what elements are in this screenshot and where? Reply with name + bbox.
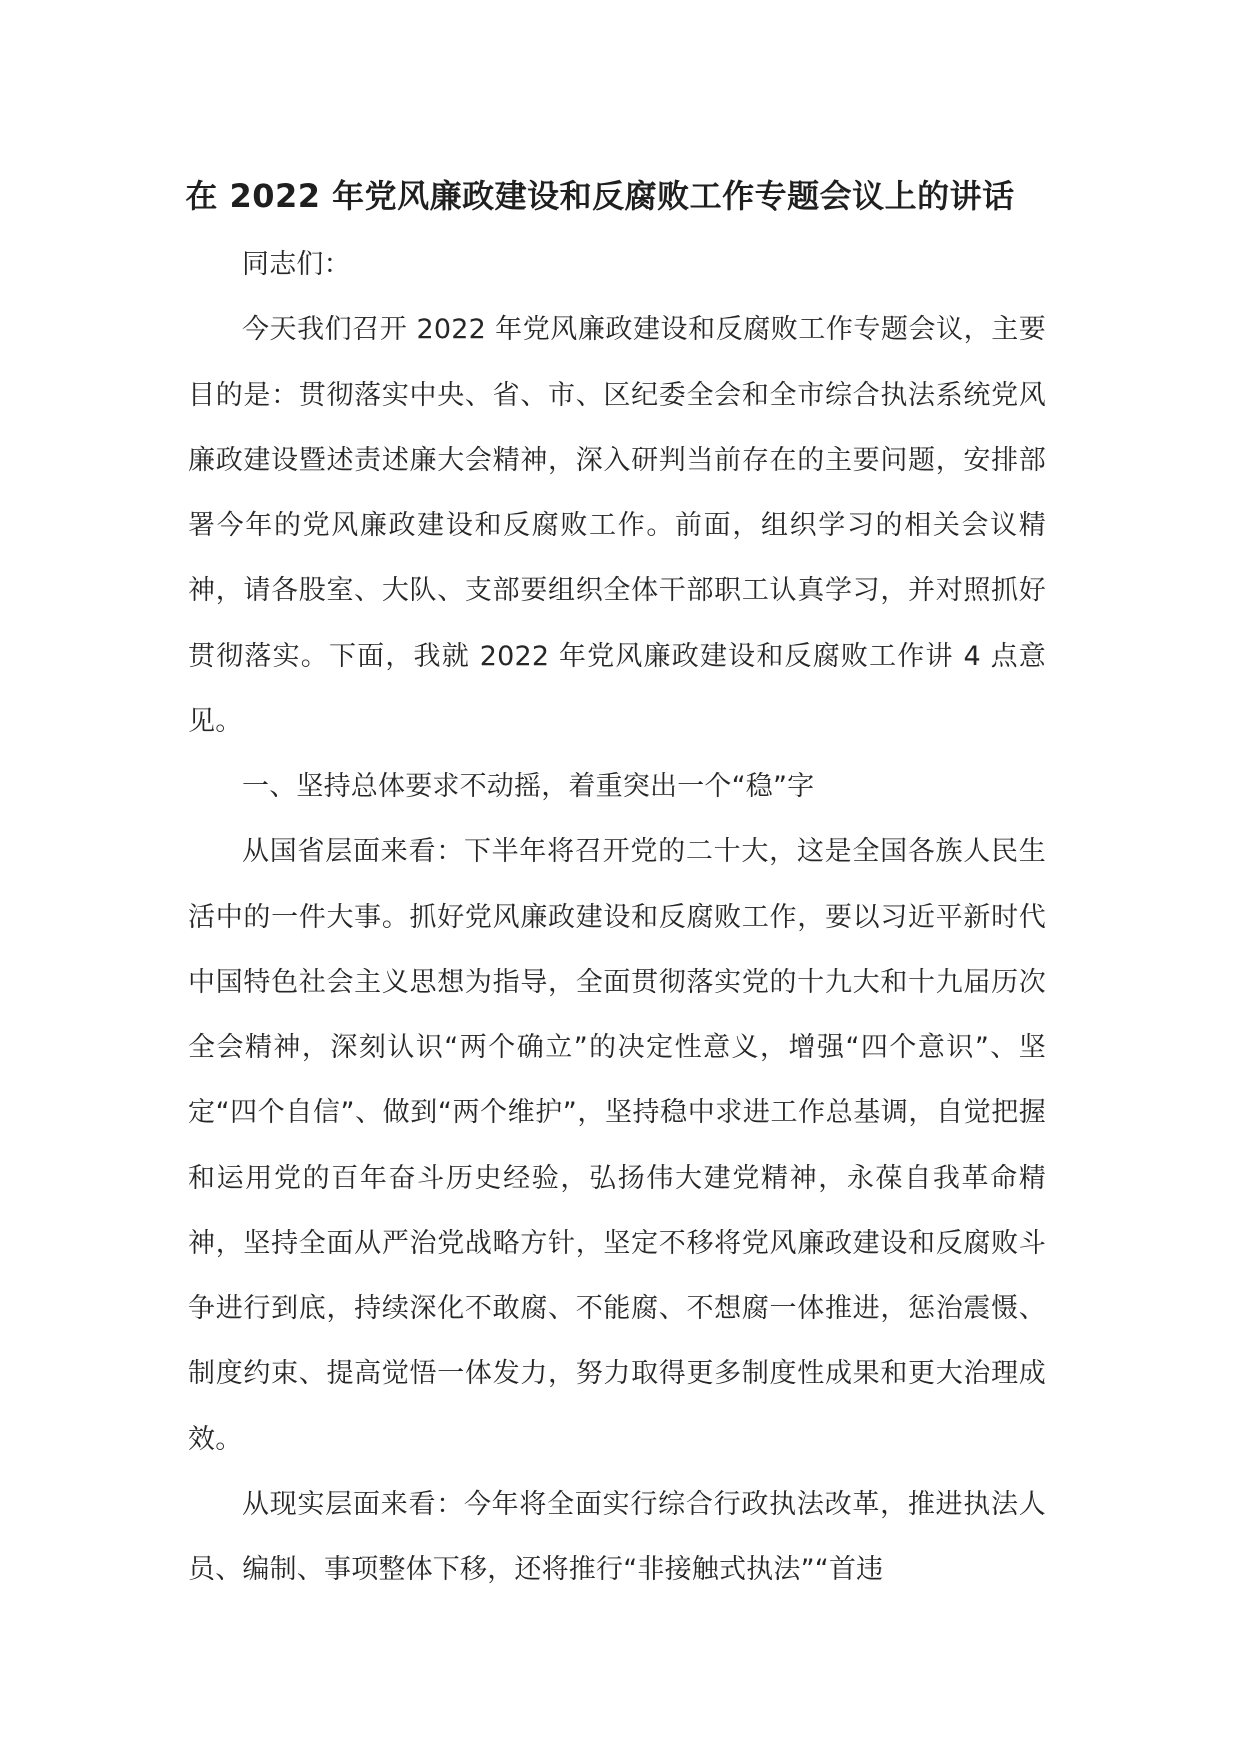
section-heading-1: 一、坚持总体要求不动摇，着重突出一个“稳”字 (242, 771, 815, 802)
body-paragraph: 从现实层面来看：今年将全面实行综合行政执法改革，推进执法人员、编制、事项整体下移，还将推行“非接触式执法”“首违 (188, 1488, 1046, 1585)
document-body (188, 232, 1046, 1602)
intro-paragraph: 今天我们召开 2022 年党风廉政建设和反腐败工作专题会议，主要目的是：贯彻落实中央、省、市、区纪委全会和全市综合执法系统党风廉政建设暨述责述廉大会精神，深入研判当前存在的主要问题，安排部署今年的党风廉政建设和反腐败工作。前面，组织学习的相关会议精神，请各股室、大队、支部要组织全体干部职工认真学习，并对照抓好贯彻落实。下面，我就 2022 年党风廉政建设和反腐败工作讲 4 点意见。 (188, 314, 1046, 737)
salutation-paragraph: 同志们： (242, 249, 351, 280)
body-paragraph: 从国省层面来看：下半年将召开党的二十大，这是全国各族人民生活中的一件大事。抓好党风廉政建设和反腐败工作，要以习近平新时代中国特色社会主义思想为指导，全面贯彻落实党的十九大和十九届历次全会精神，深刻认识“两个确立”的决定性意义，增强“四个意识”、坚定“四个自信”、做到“两个维护”，坚持稳中求进工作总基调，自觉把握和运用党的百年奋斗历史经验，弘扬伟大建党精神，永葆自我革命精神，坚持全面从严治党战略方针，坚定不移将党风廉政建设和反腐败斗争进行到底，持续深化不敢腐、不能腐、不想腐一体推进，惩治震慑、制度约束、提高觉悟一体发力，努力取得更多制度性成果和更大治理成效。 (188, 836, 1046, 1455)
document-title: 在 2022 年党风廉政建设和反腐败工作专题会议上的讲话 (185, 177, 1015, 215)
